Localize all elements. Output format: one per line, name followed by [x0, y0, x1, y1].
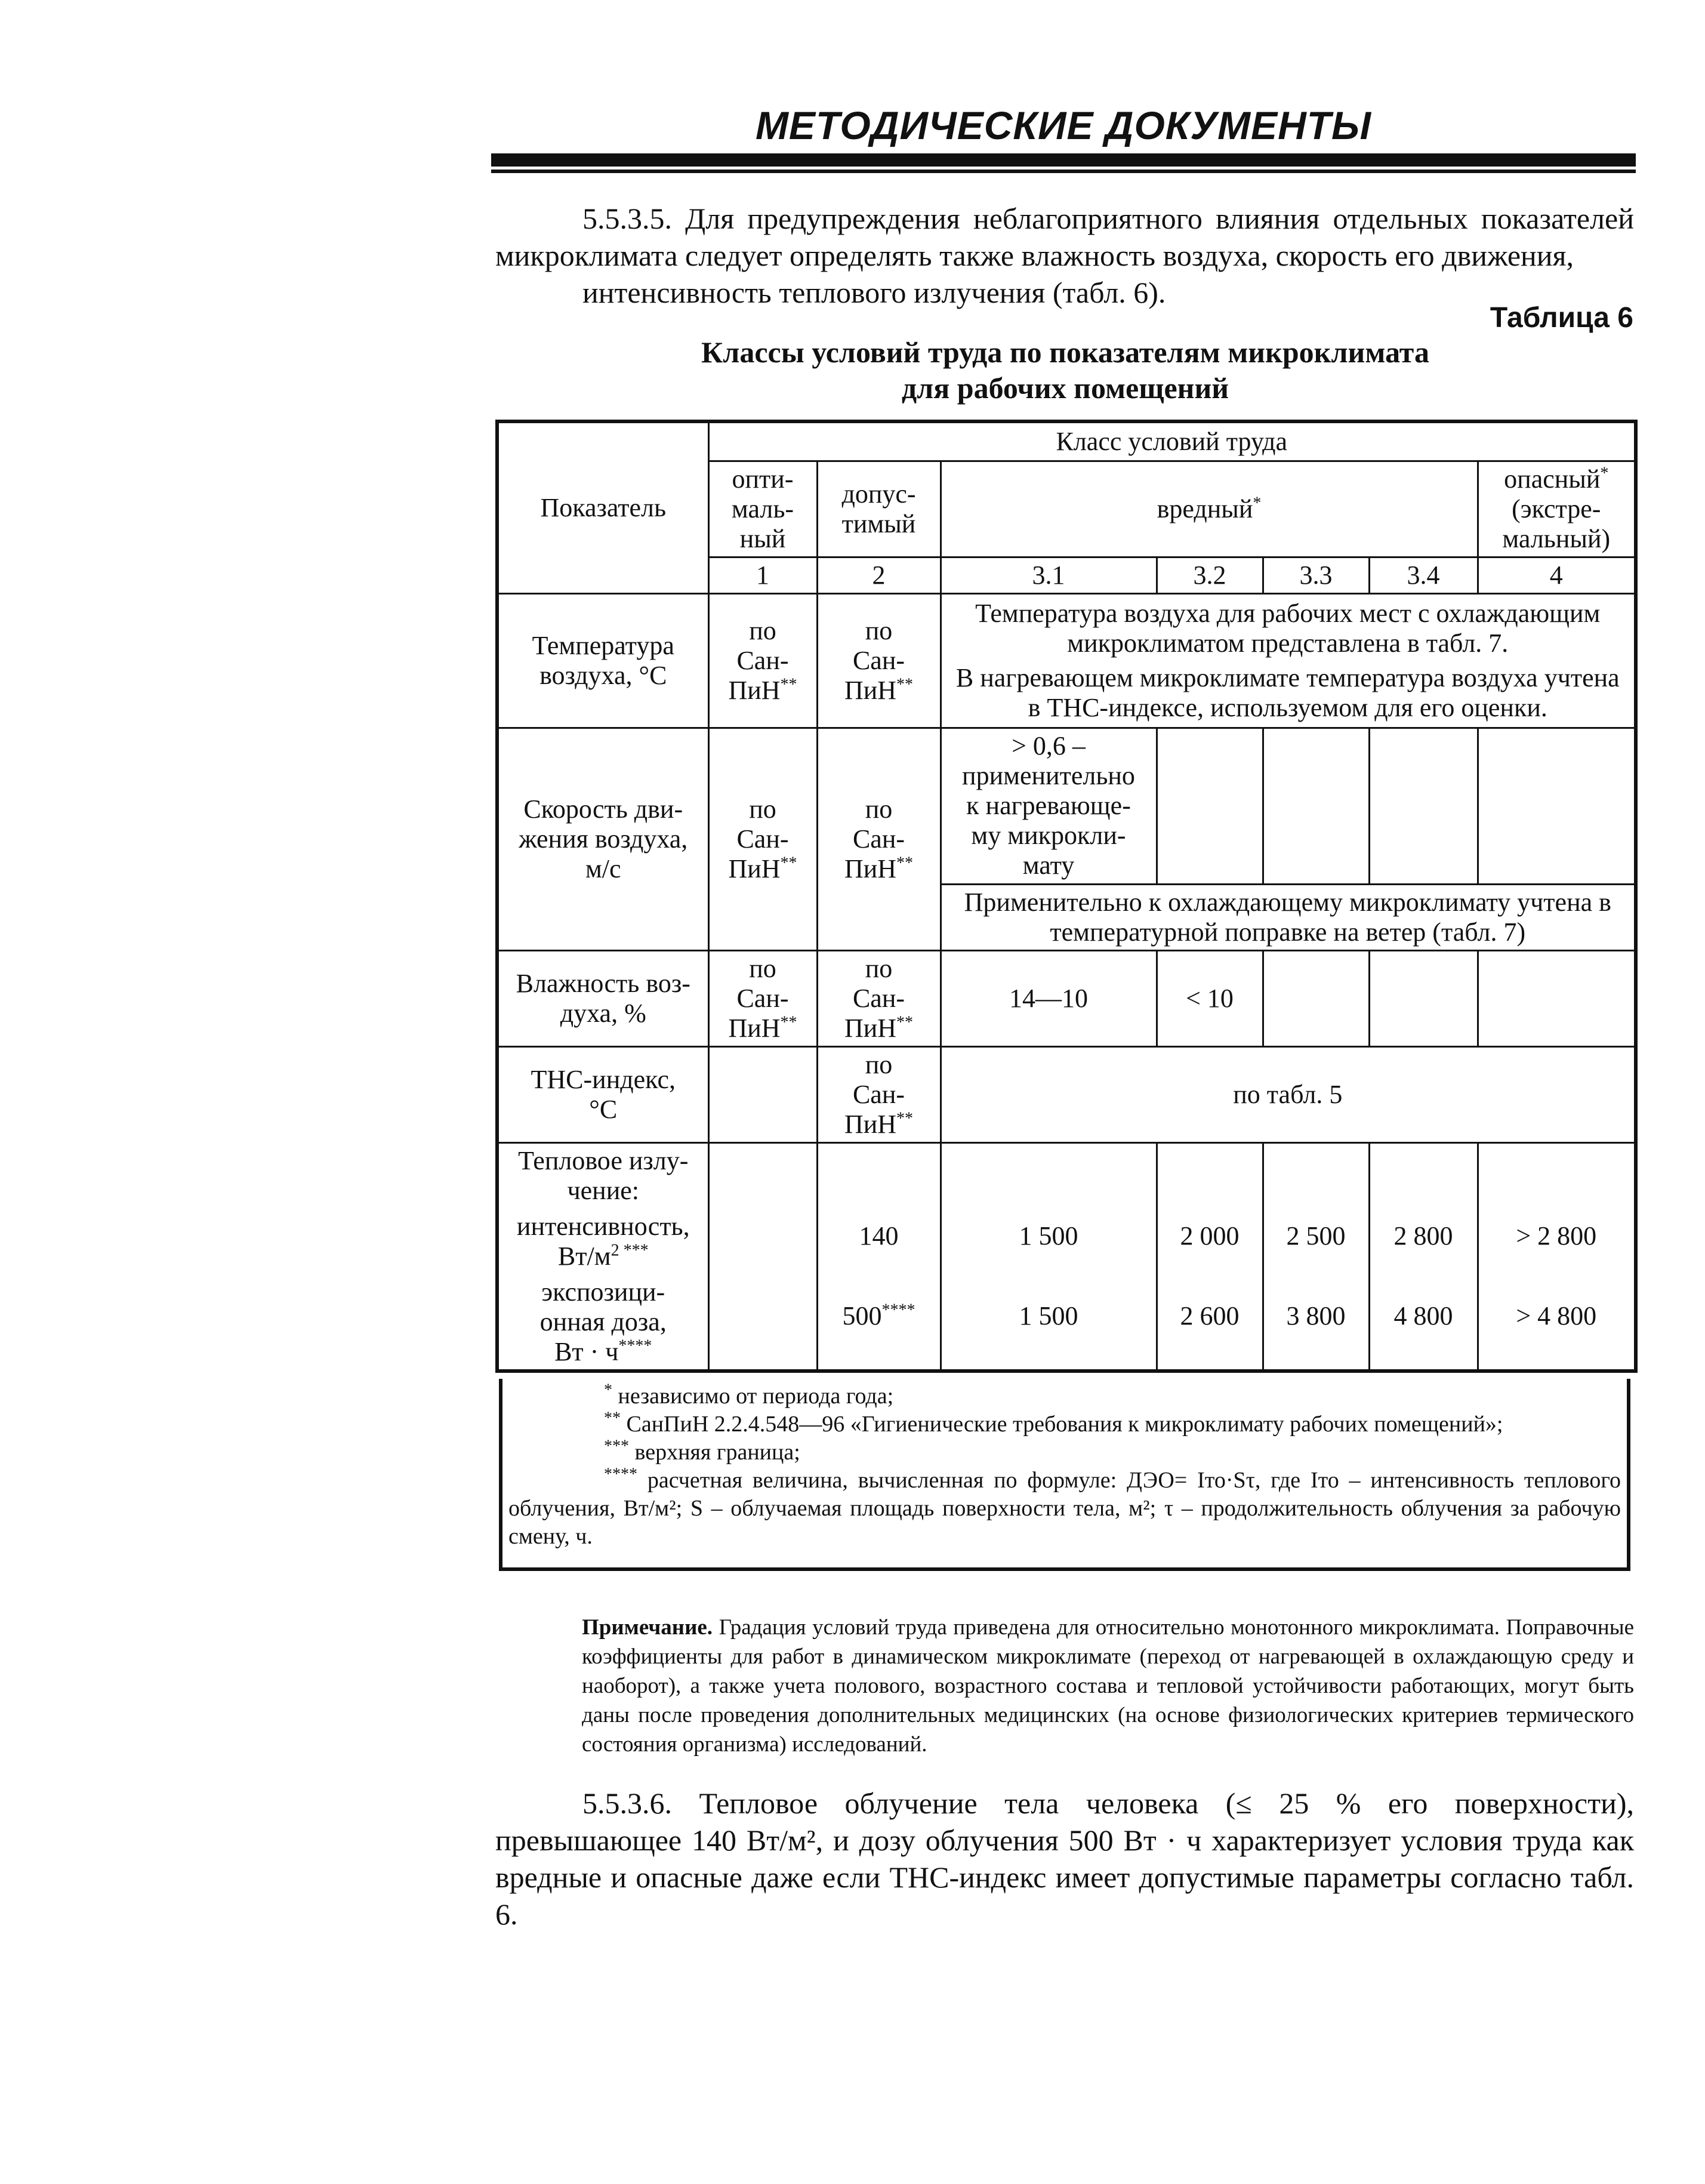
footnote-text: верхняя граница;: [629, 1440, 800, 1465]
sanpin-mark: **: [896, 674, 914, 694]
sanpin-mark: **: [780, 853, 797, 872]
header-rule-thin: [491, 170, 1636, 173]
footnote-mark: *: [604, 1381, 612, 1400]
header-permissible: допус- тимый: [817, 461, 941, 557]
header-indicator: Показатель: [497, 421, 708, 593]
footnote-3: [508, 1438, 1621, 1467]
tns-optimal: [708, 1046, 817, 1142]
table-label: Таблица 6: [1490, 302, 1633, 334]
harmful-label: вредный: [1157, 494, 1253, 523]
header-optimal: опти- маль- ный: [708, 461, 817, 557]
humidity-4: [1478, 950, 1636, 1046]
intensity-label-sup: 2 ***: [611, 1240, 649, 1259]
temp-text-2: В нагревающем микроклимате температура воздуха учтена в ТНС-индексе, используемом для его оценки.: [955, 663, 1620, 722]
header-rule-thick: [491, 153, 1636, 167]
row-tns-label: ТНС-индекс, °С: [497, 1046, 708, 1142]
heat-label: Тепловое излу- чение:: [518, 1145, 689, 1205]
intensity-3-1: 1 500: [1019, 1221, 1078, 1250]
dose-2-value: 500: [842, 1301, 882, 1330]
speed-3-1: > 0,6 – применительно к нагревающе- му микрокли- мату: [941, 728, 1157, 884]
table-footnotes: [499, 1379, 1630, 1571]
dose-label-sup: ****: [618, 1336, 652, 1355]
row-humidity-label: Влажность воз- духа, %: [497, 950, 708, 1046]
temp-optimal: [708, 593, 817, 728]
row-temperature-label: Температура воздуха, °С: [497, 593, 708, 728]
table-title-line-2: для рабочих помещений: [901, 371, 1229, 405]
sanpin-mark: **: [780, 674, 797, 694]
heat-4: [1478, 1142, 1636, 1371]
dose-3-3: 3 800: [1286, 1301, 1346, 1330]
footnote-4: [508, 1467, 1621, 1551]
sanpin-mark: **: [896, 853, 914, 872]
intensity-3-2: 2 000: [1180, 1221, 1240, 1250]
sanpin-mark: **: [896, 1108, 914, 1128]
sanpin-text: по Сан- ПиН: [728, 794, 789, 883]
header-dangerous: [1478, 461, 1636, 557]
intensity-label-text: интенсивность, Вт/м: [516, 1211, 690, 1271]
dangerous-star: *: [1600, 463, 1609, 482]
footnote-mark: ****: [604, 1465, 637, 1484]
footnote-text: СанПиН 2.2.4.548—96 «Гигиенические требования к микроклимату рабочих помещений»;: [621, 1412, 1503, 1437]
humidity-3-3: [1263, 950, 1369, 1046]
footnote-text: независимо от периода года;: [612, 1384, 894, 1409]
footnote-2: [508, 1410, 1621, 1438]
table-title-line-1: Классы условий труда по показателям микроклимата: [701, 335, 1429, 369]
note-lead: Примечание.: [582, 1615, 713, 1640]
footnote-mark: ***: [604, 1437, 629, 1456]
sanpin-text: по Сан- ПиН: [844, 1049, 905, 1139]
paragraph-5-5-3-5: [495, 200, 1634, 311]
humidity-permissible: [817, 950, 941, 1046]
dose-2-sup: ****: [881, 1300, 915, 1319]
speed-3-3: [1263, 728, 1369, 884]
temp-text-1: Температура воздуха для рабочих мест с охлаждающим микроклиматом представлена в табл. 7.: [975, 598, 1601, 658]
paragraph-5-5-3-6: [495, 1785, 1634, 1933]
footnote-1: [508, 1382, 1621, 1410]
paragraph-last-line: табл. 6.: [495, 1860, 1635, 1931]
footnote-mark: **: [604, 1409, 621, 1428]
sanpin-text: по Сан- ПиН: [728, 615, 789, 705]
sanpin-mark: **: [896, 1012, 914, 1031]
harmful-star: *: [1253, 493, 1262, 512]
sanpin-text: по Сан- ПиН: [844, 953, 905, 1043]
row-air-speed-label: Скорость дви- жения воздуха, м/с: [497, 728, 708, 950]
intensity-3-4: 2 800: [1393, 1221, 1453, 1250]
humidity-3-1: 14—10: [941, 950, 1157, 1046]
dose-3-2: 2 600: [1180, 1301, 1240, 1330]
humidity-3-4: [1369, 950, 1478, 1046]
speed-permissible: [817, 728, 941, 950]
paragraph-body: 5.5.3.6. Тепловое облучение тела человека (≤ 25 % его поверхности), превышающее 140 Вт/м², и дозу облучения 500 Вт · ч характеризует условия труда как вредные и опасные даже если ТНС-индекс имеет допустимые параметры согласно: [495, 1786, 1634, 1894]
heat-optimal: [708, 1142, 817, 1371]
temp-harmful-text: [941, 593, 1636, 728]
paragraph-last-line: интенсивность теплового излучения (табл. 6).: [582, 276, 1166, 309]
speed-cooling-text: Применительно к охлаждающему микроклимату учтена в температурной поправке на ветер (табл. 7): [941, 884, 1636, 950]
header-num: 4: [1478, 557, 1636, 593]
speed-3-2: [1157, 728, 1263, 884]
header-num: 2: [817, 557, 941, 593]
table-title: [603, 334, 1528, 406]
paragraph-body: 5.5.3.5. Для предупреждения неблагоприятного влияния отдельных показателей микроклимата следует определять также влажность воздуха, скорость его движения,: [495, 202, 1634, 272]
dose-label: [505, 1277, 702, 1367]
tns-permissible: [817, 1046, 941, 1142]
heat-3-3: [1263, 1142, 1369, 1371]
dose-2: [824, 1301, 934, 1331]
intensity-2: 140: [859, 1221, 899, 1250]
intensity-3-3: 2 500: [1286, 1221, 1346, 1250]
sanpin-text: по Сан- ПиН: [844, 615, 905, 705]
temp-permissible: [817, 593, 941, 728]
header-num: 3.2: [1157, 557, 1263, 593]
speed-optimal: [708, 728, 817, 950]
header-num: 3.3: [1263, 557, 1369, 593]
note-paragraph: [582, 1613, 1634, 1759]
microclimate-table: [495, 420, 1638, 1373]
intensity-label: [505, 1212, 702, 1271]
heat-permissible: [817, 1142, 941, 1371]
header-num: 1: [708, 557, 817, 593]
speed-3-4: [1369, 728, 1478, 884]
speed-4: [1478, 728, 1636, 884]
heat-3-2: [1157, 1142, 1263, 1371]
dose-label-text: экспозици- онная доза, Вт · ч: [539, 1277, 667, 1366]
dose-4: > 4 800: [1516, 1301, 1597, 1330]
row-heat-label: [497, 1142, 708, 1371]
running-header: МЕТОДИЧЕСКИЕ ДОКУМЕНТЫ: [755, 103, 1372, 147]
humidity-optimal: [708, 950, 817, 1046]
header-num: 3.4: [1369, 557, 1478, 593]
heat-3-4: [1369, 1142, 1478, 1371]
humidity-3-2: < 10: [1157, 950, 1263, 1046]
dangerous-label: опасный: [1504, 464, 1601, 494]
header-class-group: Класс условий труда: [708, 421, 1636, 461]
dose-3-1: 1 500: [1019, 1301, 1078, 1330]
header-num: 3.1: [941, 557, 1157, 593]
dangerous-sub: (экстре- мальный): [1502, 494, 1611, 553]
heat-3-1: [941, 1142, 1157, 1371]
sanpin-text: по Сан- ПиН: [728, 953, 789, 1043]
sanpin-mark: **: [780, 1012, 797, 1031]
sanpin-text: по Сан- ПиН: [844, 794, 905, 883]
tns-harmful-text: по табл. 5: [941, 1046, 1636, 1142]
dose-3-4: 4 800: [1393, 1301, 1453, 1330]
header-harmful: [941, 461, 1478, 557]
intensity-4: > 2 800: [1516, 1221, 1597, 1250]
footnote-text: расчетная величина, вычисленная по формуле: ДЭО= Iто·Sτ, где Iто – интенсивность теплового облучения, Вт/м²; S – облучаемая площадь поверхности тела, м²; τ – продолжительность облучения за рабочую смену, ч.: [508, 1468, 1621, 1549]
note-text: Градация условий труда приведена для относительно монотонного микроклимата. Поправочные коэффициенты для работ в динамическом микроклимате (переход от нагревающей в охлаждающую среду и наоборот), а также учета полового, возрастного состава и тепловой устойчивости работающих, могут быть даны после проведения дополнительных медицинских (на основе физиологических критериев термического состояния организма) исследований.: [582, 1615, 1634, 1757]
